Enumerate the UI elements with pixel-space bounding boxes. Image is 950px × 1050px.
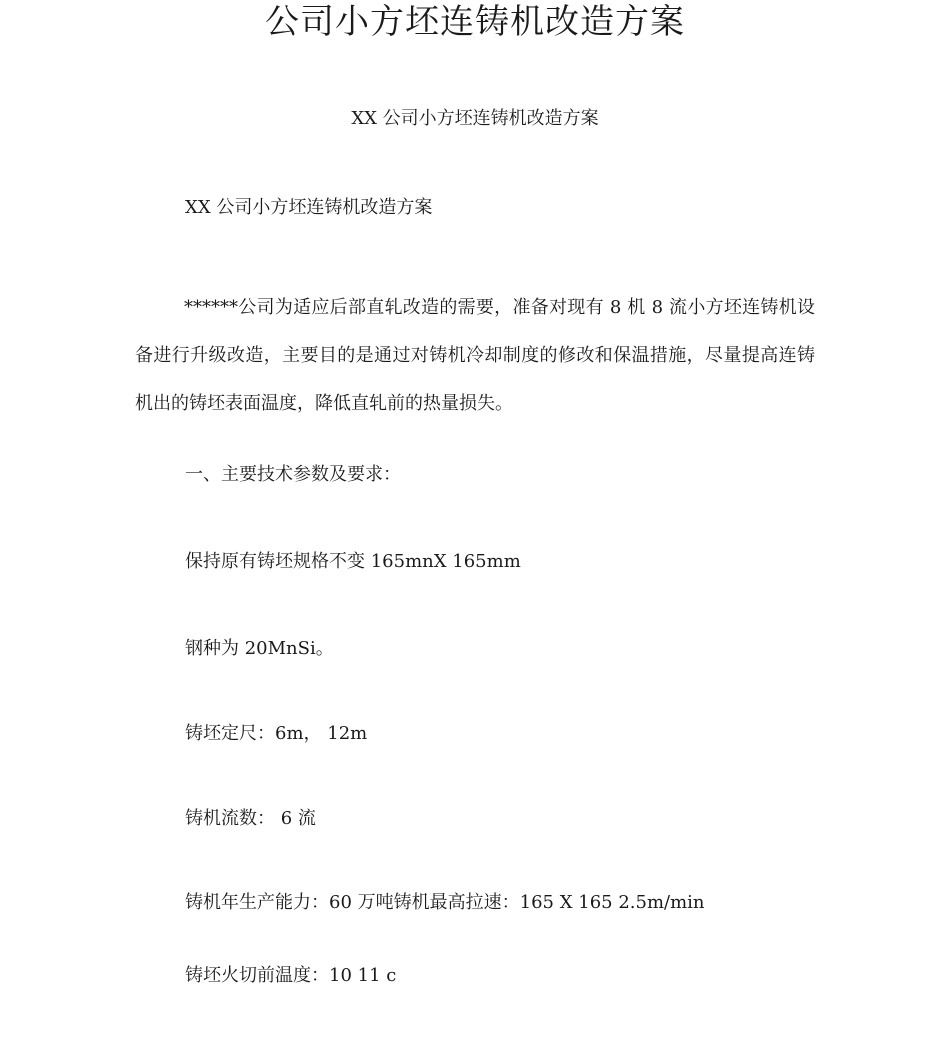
document-title: 公司小方坯连铸机改造方案 [265,2,685,42]
spec-item-cut-temperature: 铸坯火切前温度：10 11 c [185,965,397,986]
section-heading: 一、主要技术参数及要求： [185,464,401,485]
spec-item-capacity: 铸机年生产能力：60 万吨铸机最高拉速：165 X 165 2.5m/min [185,892,705,913]
intro-paragraph: ******公司为适应后部直轧改造的需要，准备对现有 8 机 8 流小方坯连铸机设备进行升级改造，主要目的是通过对铸机冷却制度的修改和保温措施，尽量提高连铸机出的铸坯表面温度，降低直轧前的热量损失。 [135,297,815,414]
document-heading: XX 公司小方坯连铸机改造方案 [185,197,433,218]
spec-item-strands: 铸机流数： 6 流 [185,808,316,829]
spec-item-size: 保持原有铸坯规格不变 165mnX 165mm [185,551,521,572]
document-subtitle: XX 公司小方坯连铸机改造方案 [351,108,599,129]
spec-item-steel-grade: 钢种为 20MnSi。 [185,638,334,659]
spec-item-cut-length: 铸坯定尺：6m， 12m [185,723,368,744]
